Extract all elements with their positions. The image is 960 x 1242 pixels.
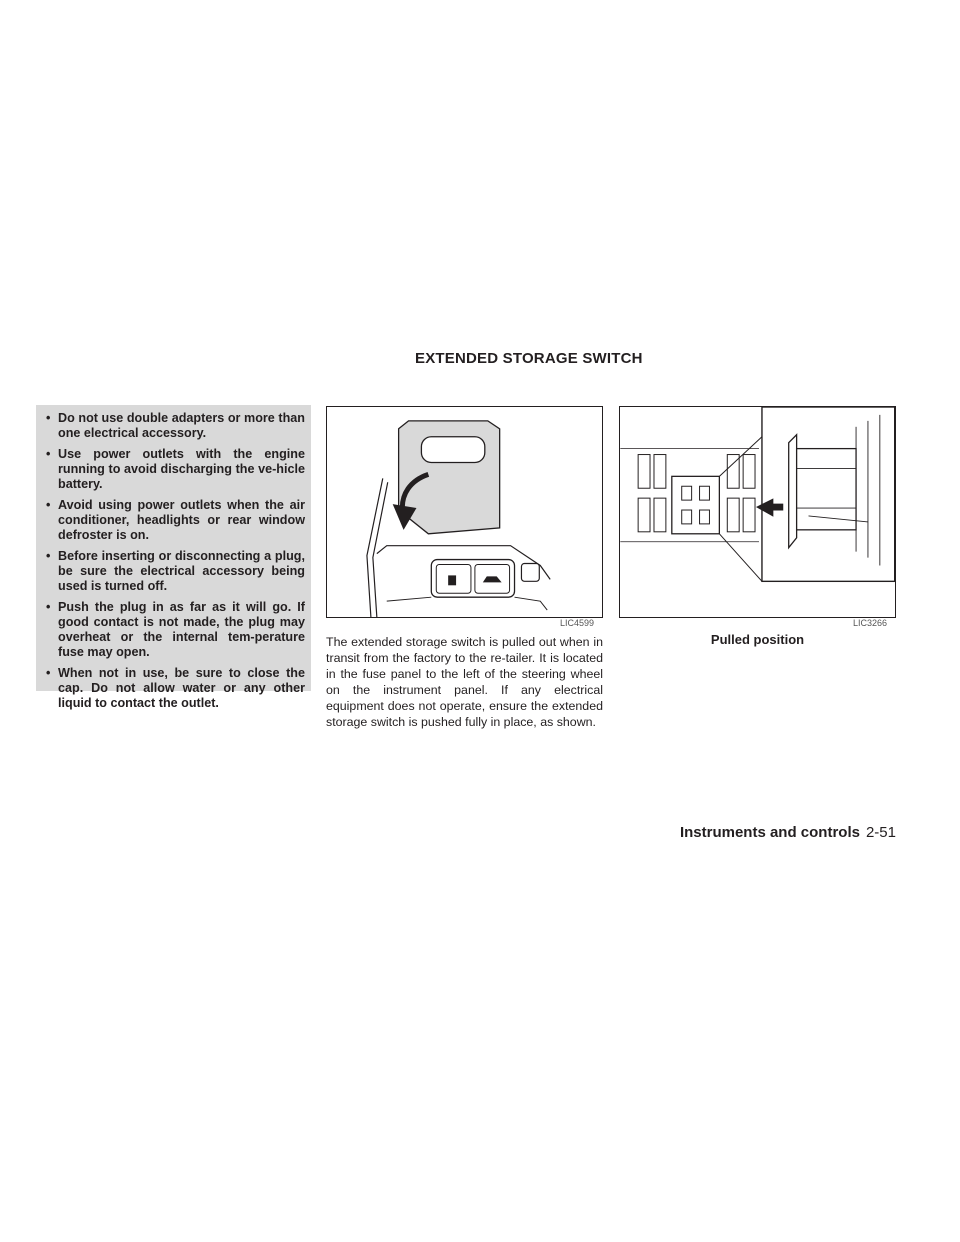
page-footer xyxy=(680,824,896,841)
caution-item xyxy=(46,411,305,441)
figure-caption: Pulled position xyxy=(710,632,805,647)
caution-text: Use power outlets with the engine running to avoid discharging the ve-hicle battery. xyxy=(58,447,305,491)
bullet-icon: • xyxy=(46,411,51,425)
section-heading: EXTENDED STORAGE SWITCH xyxy=(415,350,643,367)
caution-item xyxy=(46,549,305,594)
fuse-panel-drawing xyxy=(327,407,602,617)
caution-item xyxy=(46,447,305,492)
figure-id-left: LIC4599 xyxy=(560,618,595,628)
page-number: 2-51 xyxy=(865,824,896,841)
footer-section-name: Instruments and controls xyxy=(679,824,860,841)
caution-item xyxy=(46,498,305,543)
caution-text: When not in use, be sure to close the cap. Do not allow water or any other liquid to contact the outlet. xyxy=(58,666,305,710)
figure-id-right: LIC3266 xyxy=(853,618,888,628)
fuel-door-icon xyxy=(448,575,456,585)
bullet-icon: • xyxy=(46,498,51,512)
bullet-icon: • xyxy=(46,600,51,614)
caution-box xyxy=(36,405,311,710)
storage-switch-drawing xyxy=(620,407,895,617)
fuse-panel-illustration xyxy=(326,406,603,618)
caution-text: Do not use double adapters or more than one electrical accessory. xyxy=(58,411,305,440)
caution-item xyxy=(46,666,305,711)
caution-text: Avoid using power outlets when the air conditioner, headlights or rear window defroster is on. xyxy=(58,498,305,542)
caution-text: Before inserting or disconnecting a plug, be sure the electrical accessory being used is turned off. xyxy=(58,549,305,593)
bullet-icon: • xyxy=(46,666,51,680)
bullet-icon: • xyxy=(46,549,51,563)
caution-text: Push the plug in as far as it will go. If good contact is not made, the plug may overheat or the internal tem-perature fuse may open. xyxy=(58,600,305,659)
caution-list xyxy=(46,411,305,711)
storage-switch-illustration xyxy=(619,406,896,618)
bullet-icon: • xyxy=(46,447,51,461)
caution-item xyxy=(46,600,305,660)
body-paragraph: The extended storage switch is pulled out when in transit from the factory to the re-tailer. It is located in the fuse panel to the left of the steering wheel on the instrument panel. If any electrical equipment does not operate, ensure the extended storage switch is pushed fully in place, as shown. xyxy=(326,635,603,729)
